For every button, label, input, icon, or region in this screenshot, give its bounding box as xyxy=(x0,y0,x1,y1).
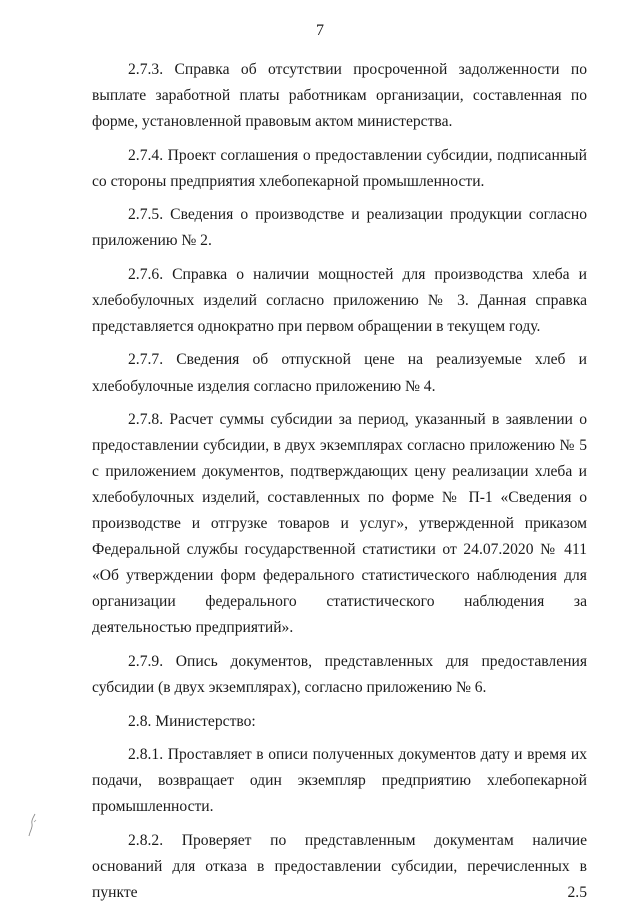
paragraph-2-8: 2.8. Министерство: xyxy=(128,712,256,730)
paragraph-2-8-2: 2.8.2. Проверяет по представленным документам наличие оснований для отказа в предоставлении субсидии, перечисленных в пункте 2.5 xyxy=(92,831,587,901)
paragraph-2-7-6: 2.7.6. Справка о наличии мощностей для производства хлеба и хлебобулочных изделий согласно приложению № 3. Данная справка представляется однократно при первом обращении в текущем году. xyxy=(92,265,587,335)
page-number: 7 xyxy=(316,22,324,39)
paragraph-2-7-3: 2.7.3. Справка об отсутствии просроченной задолженности по выплате заработной платы работникам организации, составленная по форме, установленной правовым актом министерства. xyxy=(92,61,587,131)
paragraph-2-7-8: 2.7.8. Расчет суммы субсидии за период, указанный в заявлении о предоставлении субсидии, в двух экземплярах согласно приложению № 5 с приложением документов, подтверждающих цену реализации хлеба и хлебобулочных изделий, составленных по форме № П-1 «Сведения о производстве и отгрузке товаров и услуг», утвержденной приказом Федеральной службы государственной статистики от 24.07.2020 № 411 «Об утверждении форм федерального статистического наблюдения для организации федерального статистического наблюдения за деятельностью предприятий». xyxy=(92,411,587,637)
margin-scan-mark xyxy=(28,812,38,838)
paragraph-2-8-1: 2.8.1. Проставляет в описи полученных документов дату и время их подачи, возвращает один экземпляр предприятию хлебопекарной промышленности. xyxy=(92,746,587,816)
paragraph-2-7-9: 2.7.9. Опись документов, представленных для предоставления субсидии (в двух экземплярах), согласно приложению № 6. xyxy=(92,652,587,697)
paragraph-2-7-4: 2.7.4. Проект соглашения о предоставлении субсидии, подписанный со стороны предприятия хлебопекарной промышленности. xyxy=(92,146,587,190)
document-body xyxy=(92,57,587,906)
paragraph-2-7-5: 2.7.5. Сведения о производстве и реализации продукции согласно приложению № 2. xyxy=(92,206,587,250)
paragraph-2-7-7: 2.7.7. Сведения об отпускной цене на реализуемые хлеб и хлебобулочные изделия согласно приложению № 4. xyxy=(92,351,587,395)
